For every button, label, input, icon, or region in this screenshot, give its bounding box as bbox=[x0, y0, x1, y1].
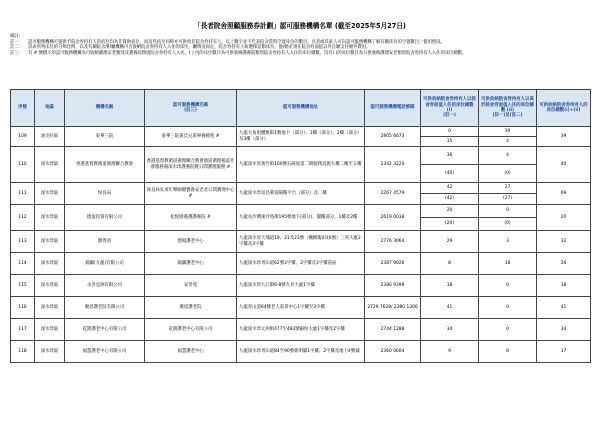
cell-phone: 2776 3064 bbox=[365, 231, 421, 253]
cell-address: 九龍深水埗元州街477至483號銀恒大廈1字樓及2字樓 bbox=[237, 319, 365, 341]
cell-seq: 110 bbox=[11, 147, 35, 183]
cell-i: 20 bbox=[421, 205, 479, 218]
cell-service: 花園護老中心有限公司 bbox=[145, 319, 237, 341]
cell-i: 35 bbox=[421, 137, 479, 147]
cell-i: 42 bbox=[421, 183, 479, 194]
cell-district: 深水埗區 bbox=[35, 319, 65, 341]
cell-address: 九龍深水埗青山道84至90號新明閣1字樓、2字樓及地下4號鋪 bbox=[237, 341, 365, 363]
note-text: 認可服務機構可提供予院舍券持有人的宿位均為非資助宿位，而這些宿位同時亦可供給非院舍券持有人，以上數字並不代表院舍當時空置床位的數目，長者或其家人可向認可服務機構了解有關床位的空置數目／使用情況。 bbox=[28, 39, 445, 45]
cell-seq: 116 bbox=[11, 297, 35, 319]
cell-seq: 109 bbox=[11, 127, 35, 147]
service-providers-table bbox=[10, 89, 591, 363]
note-3 bbox=[10, 51, 590, 57]
cell-seq: 117 bbox=[11, 319, 35, 341]
header-total: 可供收納院舍券持有人的床位總數(i)+(ii) bbox=[537, 90, 591, 127]
cell-service: 松悅園養護護養院 # bbox=[145, 205, 237, 231]
header-address: 認可服務機構地址 bbox=[237, 90, 365, 127]
header-org: 機構名稱 bbox=[65, 90, 145, 127]
cell-i: 36 bbox=[421, 147, 479, 165]
cell-org: 德盈投資有限公司 bbox=[65, 205, 145, 231]
cell-i: 41 bbox=[421, 297, 479, 319]
table-row bbox=[11, 275, 591, 297]
cell-org: 錦灝(九龍)有限公司 bbox=[65, 253, 145, 275]
cell-ii: 0 bbox=[479, 319, 537, 341]
cell-i: 0 bbox=[421, 127, 479, 137]
table-row bbox=[11, 231, 591, 253]
cell-service: 東華三院黃氏兄弟寧養頤苑 # bbox=[145, 127, 237, 147]
cell-org: 永善亞洲有限公司 bbox=[65, 275, 145, 297]
cell-service: 德福護老中心 bbox=[145, 231, 237, 253]
header-col-i: 可供收納院舍券持有人以院舍券面值入住的床位總數 (i) (註一) bbox=[421, 90, 479, 127]
cell-service: 安善苑 bbox=[145, 275, 237, 297]
cell-org: 香港基督教循道衛理聯合教會 bbox=[65, 147, 145, 183]
cell-ii: 27 bbox=[479, 183, 537, 194]
cell-address: 九龍深水埗大埔道19、21及23號（楓樹街4及6號）三英大廈2字樓及3字樓 bbox=[237, 231, 365, 253]
cell-org: 福慧護老中心有限公司 bbox=[65, 341, 145, 363]
cell-seq: 113 bbox=[11, 231, 35, 253]
cell-i: 9 bbox=[421, 341, 479, 363]
cell-address: 九龍深水埗黃竹街100號石硤尾第二期服務設施大樓二樓至五樓 bbox=[237, 147, 365, 183]
cell-phone: 2744 1288 bbox=[365, 319, 421, 341]
cell-phone: 2342 3220 bbox=[365, 147, 421, 183]
cell-seq: 115 bbox=[11, 275, 35, 297]
cell-i: 18 bbox=[421, 275, 479, 297]
note-text: 有 # 號標示的認可服務機構為可收納護理安老類別及護養院類別院舍券持有人入住，( ) 內的床位數目為可供收納護養院類別院舍券持有人入住的床位總數，沒有( )的床位數目為只供收納護理安老類別院舍券持有人入住的床位總數。 bbox=[28, 50, 467, 56]
table-row bbox=[11, 297, 591, 319]
note-label: 註三： bbox=[10, 50, 23, 56]
cell-org: 東華三院 bbox=[65, 127, 145, 147]
table-row bbox=[11, 127, 591, 137]
cell-ii: 4 bbox=[479, 147, 537, 165]
header-seq: 序號 bbox=[11, 90, 35, 127]
cell-total: 40 bbox=[537, 147, 591, 183]
cell-org: 保良局 bbox=[65, 183, 145, 205]
cell-service: 聚恩護老院 bbox=[145, 297, 237, 319]
note-label: 註二： bbox=[10, 45, 23, 51]
cell-ii: 0 bbox=[479, 205, 537, 218]
cell-phone: 2729 7628/ 2380 1300 bbox=[365, 297, 421, 319]
cell-ii: (0) bbox=[479, 165, 537, 183]
cell-i: (20) bbox=[421, 218, 479, 231]
cell-total: 18 bbox=[537, 275, 591, 297]
cell-ii: 3 bbox=[479, 231, 537, 253]
cell-total: 20 bbox=[537, 205, 591, 231]
cell-i: (42) bbox=[421, 194, 479, 205]
cell-i: 8 bbox=[421, 253, 479, 275]
cell-total: 32 bbox=[537, 231, 591, 253]
cell-address: 九龍深水埗富昌邨富陽樓平台（部分）及二樓 bbox=[237, 183, 365, 205]
page-title: 「長者院舍照顧服務券計劃」認可服務機構名單 (截至2025年5月27日) bbox=[194, 22, 406, 30]
cell-address: 九龍深水埗九江街6-8號九昇大廈1字樓 bbox=[237, 275, 365, 297]
cell-total: 39 bbox=[537, 127, 591, 147]
cell-i: (40) bbox=[421, 165, 479, 183]
cell-phone: 2619 0038 bbox=[365, 205, 421, 231]
table-row bbox=[11, 253, 591, 275]
cell-total: 41 bbox=[537, 297, 591, 319]
table-row bbox=[11, 183, 591, 194]
note-text: 該表所列床位的分佈比例，以及有關院舍/附屬機構可否接納院舍券持有人入住的床位，屬情況而定，院舍券持有人如選擇這類床位，他/她必須在院舍券面值以外自願支付額外費用。 bbox=[28, 45, 371, 51]
cell-address: 九龍大角咀櫻桃街1號地下（部分）、1樓（部分）、2樓（部分）及3樓（部分） bbox=[237, 127, 365, 147]
cell-district: 深水埗區 bbox=[35, 147, 65, 183]
cell-ii: 18 bbox=[479, 253, 537, 275]
cell-ii: 0 bbox=[479, 297, 537, 319]
note-label: 註一： bbox=[10, 39, 23, 45]
cell-phone: 2386 9399 bbox=[365, 275, 421, 297]
cell-ii: (27) bbox=[479, 194, 537, 205]
cell-district: 油尖旺區 bbox=[35, 127, 65, 147]
cell-service: 福慧護老中心 bbox=[145, 341, 237, 363]
cell-district: 深水埗區 bbox=[35, 297, 65, 319]
cell-address: 九龍長沙灣東沙島街195號地下(部分)、閣樓部分、1樓及2樓 bbox=[237, 205, 365, 231]
cell-i: 29 bbox=[421, 231, 479, 253]
cell-address: 九龍深水埗青山道62號3字樓、2字樓及3字樓前座 bbox=[237, 253, 365, 275]
cell-district: 深水埗區 bbox=[35, 231, 65, 253]
cell-district: 深水埗區 bbox=[35, 183, 65, 205]
table-row bbox=[11, 319, 591, 341]
cell-ii: 8 bbox=[479, 341, 537, 363]
cell-seq: 111 bbox=[11, 183, 35, 205]
cell-i: 34 bbox=[421, 319, 479, 341]
cell-service: 香港基督教循道衛理聯合教會循道衛理楊震社會服務處深水埗護養院暨日間護理服務 # bbox=[145, 147, 237, 183]
cell-seq: 118 bbox=[11, 341, 35, 363]
table-row bbox=[11, 147, 591, 165]
notes-header: 備註: bbox=[10, 34, 21, 39]
cell-phone: 2267 4579 bbox=[365, 183, 421, 205]
cell-total: 17 bbox=[537, 341, 591, 363]
cell-org: 聚恩護老院有限公司 bbox=[65, 297, 145, 319]
cell-seq: 112 bbox=[11, 205, 35, 231]
cell-total: 26 bbox=[537, 253, 591, 275]
header-col-ii: 可供收納院舍券持有人以高於院舍券面值入住的床位總數 (ii) (註一)及(註二) bbox=[479, 90, 537, 127]
header-phone: 認可服務機構電話號碼 bbox=[365, 90, 421, 127]
cell-total: 69 bbox=[537, 183, 591, 205]
cell-service: 保良局吳承年樂頤頤寶養安老者日間護理中心 # bbox=[145, 183, 237, 205]
header-district: 地區 bbox=[35, 90, 65, 127]
table-row bbox=[11, 341, 591, 363]
cell-ii: (0) bbox=[479, 218, 537, 231]
cell-org: 花園護老中心有限公司 bbox=[65, 319, 145, 341]
cell-district: 深水埗區 bbox=[35, 275, 65, 297]
cell-seq: 114 bbox=[11, 253, 35, 275]
cell-ii: 0 bbox=[479, 275, 537, 297]
cell-service: 錦灝護老中心 bbox=[145, 253, 237, 275]
table-row bbox=[11, 205, 591, 218]
cell-org: 劉秀清 bbox=[65, 231, 145, 253]
cell-district: 深水埗區 bbox=[35, 205, 65, 231]
cell-phone: 2360 0604 bbox=[365, 341, 421, 363]
table-header-row bbox=[11, 90, 591, 127]
cell-phone: 2387 9026 bbox=[365, 253, 421, 275]
cell-ii: 4 bbox=[479, 137, 537, 147]
header-service: 認可服務機構名稱 (註三) bbox=[145, 90, 237, 127]
cell-district: 深水埗區 bbox=[35, 341, 65, 363]
cell-ii: 39 bbox=[479, 127, 537, 137]
notes bbox=[10, 34, 590, 56]
cell-address: 九龍青山道64號老人前景中心1字樓至3字樓 bbox=[237, 297, 365, 319]
cell-district: 深水埗區 bbox=[35, 253, 65, 275]
cell-total: 34 bbox=[537, 319, 591, 341]
cell-phone: 2805 6673 bbox=[365, 127, 421, 147]
